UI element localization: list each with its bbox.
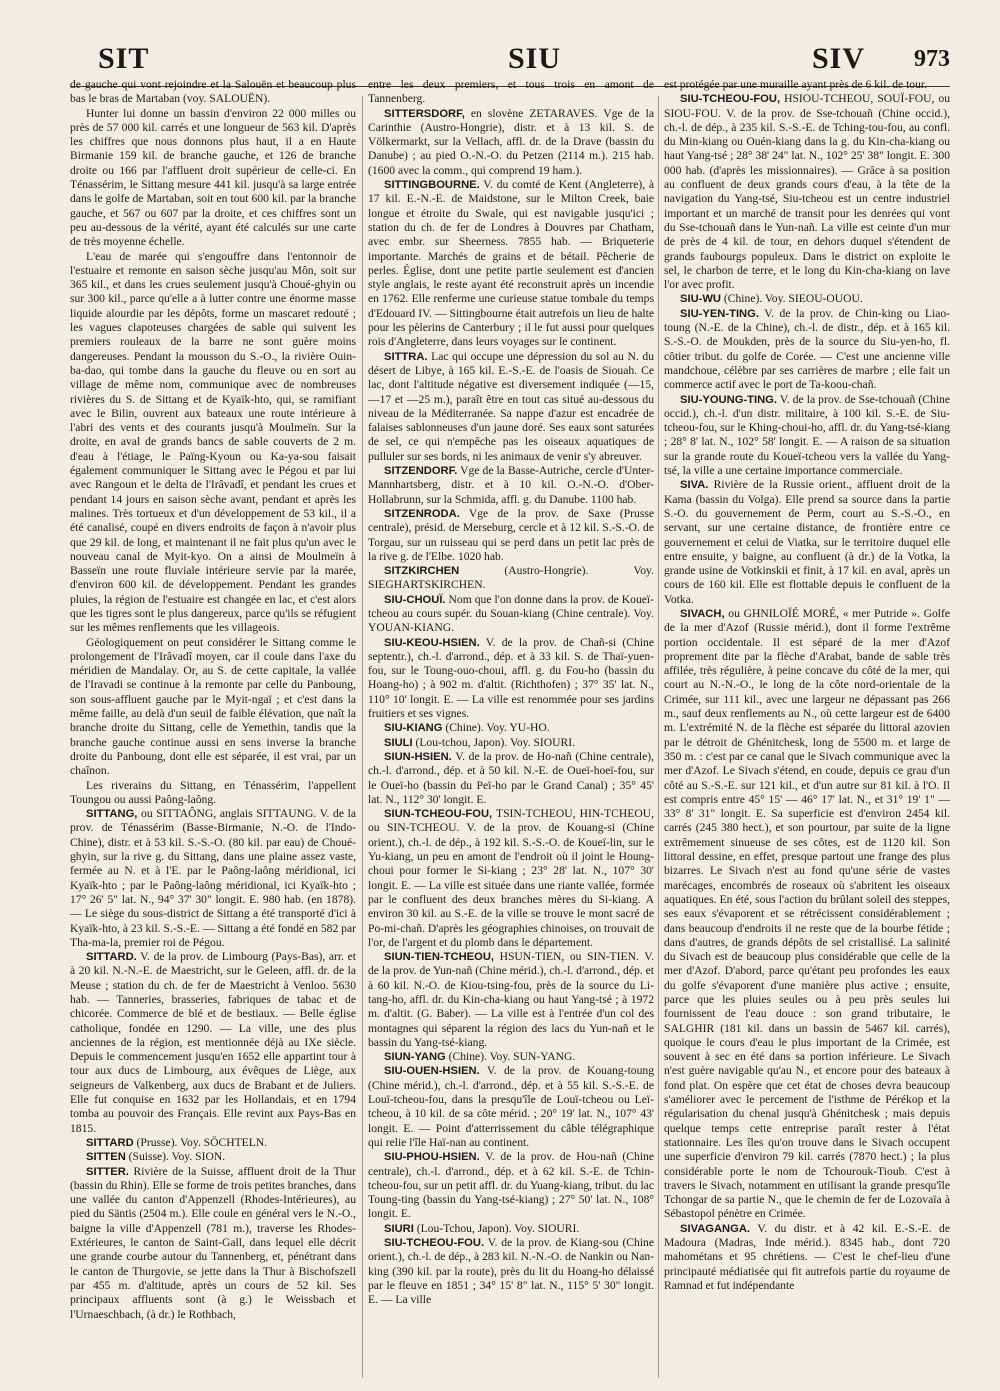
entry-body: (Austro-Hongrie). Voy. SIEGHARTSKIRCHEN.	[368, 564, 654, 592]
entry-body: ou SITTAÔNG, anglais SITTAUNG. V. de la prov. de Ténassérim (Basse-Birmanie, N.-O. de l'Indo-Chine), distr. et à 53 kil. S.-S.-O. (80 kil. par eau) de Choué-ghyin, sur la rive g. du Sittang, dans une plaine assez vaste, fermée au N. et à l'E. par le Paông-laông méridional, ici Kyaïk-hto ; par le Paông-laông méridional, ici Kyaïk-hto ; 17° 26' 5" lat. N., 94° 37' 30" longit. E. 980 hab. (en 1878). — Le siège du sous-district de Sittang a été transporté d'ici à Kyaïk-hto, à 23 kil. S.-S.-E. — Sittang a été fondé en 582 par Tha-ma-la, premier roi de Pégou.	[70, 807, 356, 949]
dictionary-entry	[664, 607, 950, 1222]
entry-body: Vge de la prov. de Saxe (Prusse centrale), présid. de Merseburg, cercle et à 12 kil. S.-S.-O. de Torgau, sur un ruisseau qui se perd dans un petit lac près de la rive g. de l'Elbe. 1020 hab.	[368, 506, 654, 563]
entry-body: HSUN-TIEN, ou SIN-TIEN. V. de la prov. de Yun-nañ (Chine mérid.), ch.-l. d'arrond., dép. et à 60 kil. N.-O. de Kiou-tsing-fou, près de la source du Li-tang-ho, affl. dr. du Kin-cha-kiang ou haut Yang-tsé ; à 1972 m. d'altit. (G. Baber). — La ville est à l'entrée d'un col des montagnes qui séparent la région des lacs du Yun-nañ et le bassin du Yang-tsé-kiang.	[368, 950, 654, 1049]
entry-headword: SITTER.	[86, 1165, 129, 1178]
entry-headword: SIVA.	[680, 479, 709, 492]
header-center-guideword: SIU	[508, 42, 562, 75]
dictionary-entry	[368, 721, 654, 735]
entry-body: V. de la prov. de Kiang-sou (Chine orient.), ch.-l. de dép., à 283 kil. N.-N.-O. de Nankin ou Nan-king (390 kil. par la route), près du lit du Hoang-ho délaissé par le fleuve en 1851 ; 34° 15' 8" lat. N., 115° 5' 30" longit. E. — La ville	[368, 1236, 654, 1307]
dictionary-entry	[664, 393, 950, 479]
dictionary-entry	[368, 807, 654, 950]
dictionary-entry	[70, 1136, 356, 1150]
dictionary-entry	[368, 750, 654, 807]
dictionary-entry	[368, 507, 654, 564]
page-header	[70, 42, 950, 82]
entry-headword: SIULI	[384, 736, 413, 749]
dictionary-entry	[368, 950, 654, 1050]
dictionary-entry	[368, 1064, 654, 1150]
dictionary-entry	[368, 1050, 654, 1064]
entry-headword: SIU-YEN-TING.	[680, 307, 759, 320]
text-column-2	[368, 78, 654, 1378]
entry-headword: SITTARD	[86, 1136, 134, 1149]
dictionary-entry	[368, 1236, 654, 1307]
entry-body: TSIN-TCHEOU, HIN-TCHEOU, ou SIN-TCHEOU. V. de la prov. de Kouang-si (Chine orient.), ch.-l. de dép., à 192 kil. S.-S.-O. de Koueï-lin, sur le Yu-kiang, un peu en amont de l'endroit où il joint le Houng-choui pour former le Si-kiang ; 23° 28' lat. N., 107° 30' longit. E. — La ville est située dans une riante vallée, formée par le confluent des deux branches mères du Si-kiang. A environ 30 kil. au S.-E. de la ville se trouve le mont sacré de Po-mi-chañ. D'après les géographies chinoises, on trouvait de l'or, de l'argent et du plomb dans le département.	[368, 807, 654, 949]
dictionary-entry	[664, 292, 950, 306]
entry-body: V. de la prov. de Kouang-toung (Chine mérid.), ch.-l. d'arrond., dép. et à 55 kil. S.-S.-E. de Louï-tcheou-fou, dans la presqu'île de Louï-tcheou ou Leï-tcheou, à 10 kil. de sa côte mérid. ; 20° 19' lat. N., 107° 43' longit. E. — Point d'atterrissement du câble télégraphique qui relie l'île Haï-nan au continent.	[368, 1064, 654, 1149]
entry-body: V. de la prov. de Hou-nañ (Chine centrale), ch.-l. d'arrond., dép. et à 62 kil. S.-E. de Tchin-tcheou-fou, sur un petit affl. dr. du Yuang-kiang, tribut. du lac Toung-ting (bassin du Yang-tsé-kiang) ; 27° 50' lat. N., 108° longit. E.	[368, 1150, 654, 1221]
paragraph: Les riverains du Sittang, en Ténassérim, l'appellent Toungou ou aussi Paông-laông.	[70, 778, 356, 806]
entry-headword: SIU-KEOU-HSIEN.	[384, 636, 480, 649]
dictionary-entry	[664, 307, 950, 393]
entry-headword: SIU-TCHEOU-FOU.	[384, 1237, 485, 1250]
entry-body: (Lou-tchou, Japon). Voy. SIOURI.	[412, 735, 576, 749]
entry-body: Rivière de la Russie orient., affluent droit de la Kama (bassin du Volga). Elle prend sa source dans la partie S.-O. du gouvernement de Perm, court au S.-S.-O., en servant, sur une certaine distance, de frontière entre ce gouvernement et celui de Viatka, sur le territoire duquel elle entre ensuite, y baigne, au confluent (à dr.) de la Votka, la grande usine de Votkinskii et finit, à 17 kil. en aval, après un cours de 160 kil. Elle est flottable depuis le confluent de la Votka.	[664, 478, 950, 606]
entry-headword: SITTARD.	[86, 951, 137, 964]
paragraph: Hunter lui donne un bassin d'environ 22 000 milles ou près de 57 000 kil. carrés et une longueur de 563 kil. D'après les chiffres que nous donnons plus haut, il a en Haute Birmanie 159 kil. de branche gauche, et 126 de branche droite ou 166 par l'affluent droit supérieur de celle-ci. En Ténassérim, le Sittang mesure 441 kil. jusqu'à sa large entrée dans le golfe de Martaban, soit en tout 600 kil. par la branche gauche, et 567 ou 607 par la droite, et ces chiffres sont un peu au-dessous de la vérité, ayant été calculés sur une carte de très moyenne échelle.	[70, 106, 356, 249]
entry-body: V. de la prov. de Limbourg (Pays-Bas), arr. et à 20 kil. N.-N.-E. de Maestricht, sur le Geleen, affl. dr. de la Meuse ; station du ch. de fer de Maestricht à Venloo. 5630 hab. — Tanneries, brasseries, fabriques de tabac et de chicorée. Commerce de blé et de bestiaux. — Belle église catholique, fondée en 1290. — La ville, une des plus anciennes de la région, est mentionnée déjà au IXe siècle. Depuis le commencement jusqu'en 1652 elle appartint tour à tour aux ducs de Limbourg, aux évêques de Liège, aux seigneurs de Valkenberg, aux ducs de Brabant et de Juliers. Elle fut conquise en 1632 par les Hollandais, et en 1794 tomba au pouvoir des Français. Elle revint aux Pays-Bas en 1815.	[70, 950, 356, 1135]
entry-headword: SIU-YOUNG-TING.	[680, 393, 777, 406]
entry-body: V. de la prov. de Sse-tchouañ (Chine occid.), ch.-l. d'un distr. militaire, à 100 kil. S.-E. de Siu-tcheou-fou, sur le Khing-choui-ho, affl. dr. du Yang-tsé-kiang ; 28° 8' lat. N., 102° 58' longit. E. — A raison de sa situation sur la grande route du Koueï-tcheou vers la vallée du Yang-tsé, la ville a une certaine importance commerciale.	[664, 392, 950, 478]
dictionary-entry	[368, 107, 654, 178]
entry-headword: SITTEN	[86, 1151, 126, 1164]
paragraph: L'eau de marée qui s'engouffre dans l'entonnoir de l'estuaire et remonte en saison sèche jusqu'au Môn, soit sur 365 kil., et dans les crues seulement jusqu'à Choué-ghyin ou sur 300 kil., parce qu'elle a à lutter contre une énorme masse liquide alourdie par les dépôts, forme un mascaret redouté ; les vagues clapoteuses chargées de sable qui suivent les premiers rouleaux de la barre ne sont guère moins dangereuses. Pendant la mousson du S.-O., la rivière Ouin-ba-dao, qui tombe dans la gauche du fleuve ou en sort au village de même nom, communique avec de nombreuses rivières du S. de Sittang et de Kyaïk-hto, qui, se ramifiant avec le Bilin, ouvrent aux bateaux une route intérieure à l'abri des vents et des courants jusqu'à Moulmeïn. Sur la droite, en aval de grands bancs de sable couverts de 2 m. d'eau à l'étiage, le Païng-Kyoun ou Ka-ya-sou faisait également communiquer le Sittang avec le Pégou et par lui avec Rangoun et le delta de l'Irâvadî, et pendant les crues et pendant 14 jours en saison sèche avant, pendant et après les malines. Très tortueux et d'un développement de 53 kil., il a été canalisé, coupé en divers endroits de façon à n'avoir plus que 29 kil. de long, et maintenant il ne fait plus qu'un avec le nouveau canal de Myit-kyo. On a ainsi de Moulmeïn à Basseïn une route fluviale intérieure servie par la marée, d'environ 600 kil. de développement. Pendant les grandes pluies, la région de l'estuaire est changée en lac, et c'est alors que les tigres sont le plus dangereux, parce qu'ils se réfugient sur les mêmes renflements que les villageois.	[70, 249, 356, 635]
column-divider	[658, 96, 659, 1378]
entry-body: (Lou-Tchou, Japon). Voy. SIOURI.	[413, 1221, 580, 1235]
continued-paragraph: est protégée par une muraille ayant près de 6 kil. de tour.	[664, 78, 928, 91]
paragraph: Géologiquement on peut considérer le Sittang comme le prolongement de l'Irâvadî moyen, car il coule dans l'axe du méridien de Mandalay. Or, au S. de cette capitale, la vallée de l'Iravadi se continue à la remonte par celle du Panboung, son sous-affluent gauche par le Myit-ngaï ; et c'est dans la même faille, au delà d'un seuil de faible élévation, que naît la branche droite du Sittang, celle de Yemethin, tandis que la branche gauche continue aussi en sens inverse la branche droite du Panboung, dont elle est séparée, il est vrai, par un chaînon.	[70, 635, 356, 778]
dictionary-entry	[664, 92, 950, 292]
entry-headword: SIU-OUEN-HSIEN.	[384, 1065, 480, 1078]
dictionary-entry	[368, 464, 654, 507]
entry-body: (Chine). Voy. SUN-YANG.	[445, 1050, 576, 1064]
entry-body: (Chine). Voy. SIEOU-OUOU.	[721, 292, 863, 306]
entry-body: V. du distr. et à 42 kil. E.-S.-E. de Madoura (Madras, Inde mérid.). 8345 hab., dont 720 mahométans et 95 chrétiens. — C'est le chef-lieu d'une principauté médiatisée qui fit autrefois partie du royaume de Ramnad et fut indépendante	[664, 1221, 950, 1292]
entry-body: V. de la prov. de Ho-nañ (Chine centrale), ch.-l. d'arrond., dép. et à 50 kil. N.-E. de Oueï-hoeï-fou, sur le Oueï-ho (bassin du Peï-ho par le Grand Canal) ; 35° 45' lat. N., 112° 30' longit. E.	[368, 749, 654, 806]
dictionary-entry	[70, 807, 356, 950]
dictionary-entry	[664, 1222, 950, 1293]
entry-body: en slovène ZETARAVES. Vge de la Carinthie (Austro-Hongrie), distr. et à 13 kil. S. de Völkermarkt, sur la Vellach, affl. dr. de la Drave (bassin du Danube) ; au pied O.-N.-O. du Petzen (2114 m.). 215 hab. (1600 avec la comm., qui comprend 19 ham.).	[368, 106, 654, 177]
page-number: 973	[914, 46, 950, 72]
entry-headword: SITTANG,	[86, 808, 138, 821]
entry-body: Vge de la Basse-Autriche, cercle d'Unter-Mannhartsberg, distr. et à 10 kil. O.-N.-O. d'Ober-Hollabrunn, sur la Schmida, affl. g. du Danube. 1100 hab.	[368, 464, 654, 506]
entry-headword: SIU-WU	[680, 293, 722, 306]
dictionary-entry	[368, 1150, 654, 1221]
entry-headword: SITZENRODA.	[384, 507, 460, 520]
entry-headword: SIVAGANGA.	[680, 1222, 751, 1235]
entry-headword: SIU-KIANG	[384, 722, 443, 735]
entry-body: (Chine). Voy. YU-HO.	[442, 721, 550, 735]
text-column-1	[70, 78, 356, 1378]
entry-headword: SITTINGBOURNE.	[384, 179, 480, 192]
text-column-3	[664, 78, 950, 1378]
entry-body: V. de la prov. de Chañ-si (Chine septentr.), ch.-l. d'arrond., dép. et à 33 kil. S. de Thaï-yuen-fou, sur le Toung-ouo-choui, affl. g. du Fou-ho (bassin du Hoang-ho) ; à 902 m. d'altit. (Richthofen) ; 37° 35' lat. N., 110° 10' longit. E. — La ville est renommée pour ses jardins fruitiers et ses vignes.	[368, 635, 654, 721]
entry-headword: SIU-CHOUÏ.	[384, 593, 446, 606]
entry-body: ou GHNILOÏÉ MORÉ, « mer Putride ». Golfe de la mer d'Azof (Russie mérid.), dont il forme l'extrême portion occidentale. Il est séparé de la mer d'Azof proprement dite par la flèche d'Arabat, bande de sable très affilée, très régulière, à peine concave du côté de la mer, qui court au N.-N.-O., le long de la côte nord-orientale de la Crimée, sur 111 kil., avec une largeur ne dépassant pas 266 m., sauf deux renflements au N., où cette largeur est de 6400 m. L'extrémité N. de la flèche est séparée du littoral azovien par le détroit de Ghénitchesk, long de 5500 m. et large de 350 m. : c'est par ce canal que le Sivach communique avec la mer d'Azof. Le Sivach s'étend, en coude, depuis ce grau d'un côté au S.-S.-E. sur 121 kil., et d'un autre sur 81 kil. à l'O. Il est compris entre 45° 15' — 46° 17' lat. N., et 31° 19' 1" — 33° 8' 31" longit. E. Sa superficie est d'environ 2454 kil. carrés (245 380 hect.), et son pourtour, par suite de la ligne extrêmement sinueuse de ses côtes, est de 1120 kil. Son littoral dessine, en effet, presque partout une frange des plus bizarres. Le Sivach n'est au fond qu'une série de vastes marécages, encombrés de roseaux où s'abritent les oiseaux aquatiques. En été, sous l'action du brûlant soleil des steppes, ses eaux s'évaporent et se rétrécissent considérablement ; dans beaucoup d'endroits il ne reste que de la bourbe fétide ; dans d'autres, de grands dépôts de sel cristallisé. La salinité du Sivach est de beaucoup plus considérable que celle de la mer d'Azof. D'abord, parce qu'étant peu profondes les eaux du golfe s'évaporent d'une manière plus active ; ensuite, parce que les pluies seules ou à peu près seules lui fournissent de l'eau douce : son grand tributaire, le SALGHIR (181 kil. dans un bassin de 5467 kil. carrés), quoique le cours d'eau le plus important de la Crimée, est souvent à sec en été dans sa portion inférieure. Le Sivach n'est guère navigable qu'au N., et encore pour des bateaux à fond plat. On espère que cet état de choses devra beaucoup s'améliorer avec le percement de l'isthme de Pérékop et la régularisation du chenal jusqu'à Ghénitchesk ; mais depuis quelque temps cette entreprise paraît rester à l'état stationnaire. Les îles qu'on trouve dans le Sivach occupent une superficie d'environ 79 kil. carrés (7870 hect.) ; la plus considérable porte le nom de Tchourouk-Tioub. C'est à travers le Sivach, notamment en utilisant la grande presqu'île Tchongar de sa partie N., que le chemin de fer de Lozovaïa à Sébastopol pénètre en Crimée.	[664, 606, 950, 1221]
entry-headword: SIUN-HSIEN.	[384, 750, 452, 763]
entry-headword: SITTRA.	[384, 350, 428, 363]
dictionary-entry	[368, 736, 654, 750]
entry-body: Rivière de la Suisse, affluent droit de la Thur (bassin du Rhin). Elle se forme de trois petites branches, dans une vallée du canton d'Appenzell (Rhodes-Intérieures), au pied du Säntis (2504 m.). Elle coule en général vers le N.-O., baigne la ville d'Appenzell (781 m.), traverse les Rhodes-Extérieures, le canton de Saint-Gall, dans lequel elle décrit une grande courbe autour du Tannenberg, et, pénétrant dans le canton de Thurgovie, se jette dans la Thur à Bischofszell par 455 m. d'altitude, après un cours de 52 kil. Ses principaux affluents sont (à g.) le Weissbach et l'Urnaeschbach, (à dr.) le Rothbach,	[70, 1164, 356, 1321]
dictionary-entry	[70, 950, 356, 1136]
entry-body: (Suisse). Voy. SION.	[125, 1150, 226, 1164]
entry-body: V. de la prov. de Chin-king ou Liao-toung (N.-E. de la Chine), ch.-l. de distr., dép. et à 165 kil. S.-S.-O. de Moukden, près de la source du Siu-yen-ho, fl. côtier tribut. du golfe de Corée. — C'est une ancienne ville mandchoue, célèbre par ses carrières de marbre ; elle fait un commerce actif avec le port de Ta-koou-chañ.	[664, 306, 950, 392]
dictionary-entry	[368, 593, 654, 636]
entry-body: V. du comté de Kent (Angleterre), à 17 kil. E.-N.-E. de Maidstone, sur le Milton Creek, baie longue et étroite du Swale, qui est navigable jusqu'ici ; station du ch. de fer de Londres à Douvres par Chatham, avec embr. sur Sheerness. 7855 hab. — Briqueterie importante. Marchés de grains et de bétail. Pêcherie de perles. Église, dont une petite partie seulement est d'ancien style anglais, le reste ayant été reconstruit après un incendie en 1762. Elle renferme une curieuse statue tombale du temps d'Edouard IV. — Sittingbourne était autrefois un lieu de halte pour les pèlerins de Canterbury ; il le fut aussi pour quelques rois d'Angleterre, dans leurs voyages sur le continent.	[368, 178, 654, 349]
entry-headword: SIUN-TIEN-TCHEOU,	[384, 951, 495, 964]
entry-headword: SITZENDORF.	[384, 465, 458, 478]
entry-headword: SIUN-YANG	[384, 1051, 446, 1064]
entry-headword: SIURI	[384, 1222, 414, 1235]
dictionary-entry	[368, 564, 654, 593]
entry-headword: SITZKIRCHEN	[384, 565, 460, 578]
column-divider	[362, 96, 363, 1378]
dictionary-entry	[368, 636, 654, 722]
dictionary-entry	[368, 1222, 654, 1236]
dictionary-entry	[368, 350, 654, 464]
dictionary-entry	[70, 1150, 356, 1164]
entry-headword: SITTERSDORF,	[384, 107, 465, 120]
entry-body: HSIOU-TCHEOU, SOUÏ-FOU, ou SIOU-FOU. V. de la prov. de Sse-tchouañ (Chine occid.), ch.-l. de dép., à 235 kil. S.-S.-E. de Tching-tou-fou, au confl. du Min-kiang ou Ouén-kiang dans la g. du Kin-cha-kiang ou haut Yang-tsé ; 28° 38' 24" lat. N., 102° 25' 38" longit. E. 300 000 hab. (d'après les missionnaires). — Grâce à sa position au confluent de deux grands cours d'eau, à la tête de la navigation du Yang-tsé, Siu-tcheou est un centre industriel important et un marché de transit pour les denrées qui vont du Sse-tchouañ dans le Yun-nañ. La ville est ceinte d'un mur de près de 4 kil. de tour, en dehors duquel s'étendent de grands faubourgs populeux. Dans le district on exploite le sel, le charbon de terre, et le long du Kin-cha-kiang on lave l'or avec profit.	[664, 92, 950, 292]
entry-body: Nom que l'on donne dans la prov. de Koueï-tcheou au cours supér. du Souan-kiang (Chine centrale). Voy. YOUAN-KIANG.	[368, 592, 654, 635]
dictionary-entry	[664, 478, 950, 607]
entry-headword: SIVACH,	[680, 607, 725, 620]
dictionary-entry	[368, 178, 654, 350]
continued-paragraph: entre les deux premiers, et tous trois en amont de Tannenberg.	[368, 78, 654, 106]
entry-headword: SIU-PHOU-HSIEN.	[384, 1151, 480, 1164]
dictionary-entry	[70, 1165, 356, 1322]
entry-headword: SIUN-TCHEOU-FOU,	[384, 808, 493, 821]
entry-body: (Prusse). Voy. SÖCHTELN.	[133, 1135, 268, 1149]
entry-body: Lac qui occupe une dépression du sol au N. du désert de Libye, à 165 kil. E.-S.-E. de l'oasis de Siouah. Ce lac, dont l'altitude négative est diversement indiquée (—15, —17 et —25 m.), paraît être en tout cas situé au-dessous du niveau de la Méditerranée. Sa nappe d'azur est encadrée de falaises sablonneuses d'un jaune doré. Ses eaux sont saturées de sel, ce qui n'empêche pas les oiseaux aquatiques de pulluler sur ses bords, ni les animaux de venir s'y abreuver.	[368, 349, 654, 463]
entry-headword: SIU-TCHEOU-FOU,	[680, 93, 781, 106]
header-left-guideword: SIT	[98, 42, 150, 75]
header-right-guideword: SIV	[812, 42, 866, 75]
continued-paragraph: de gauche qui vont rejoindre et la Salouën et beaucoup plus bas le bras de Martaban (voy. SALOUËN).	[70, 78, 356, 106]
